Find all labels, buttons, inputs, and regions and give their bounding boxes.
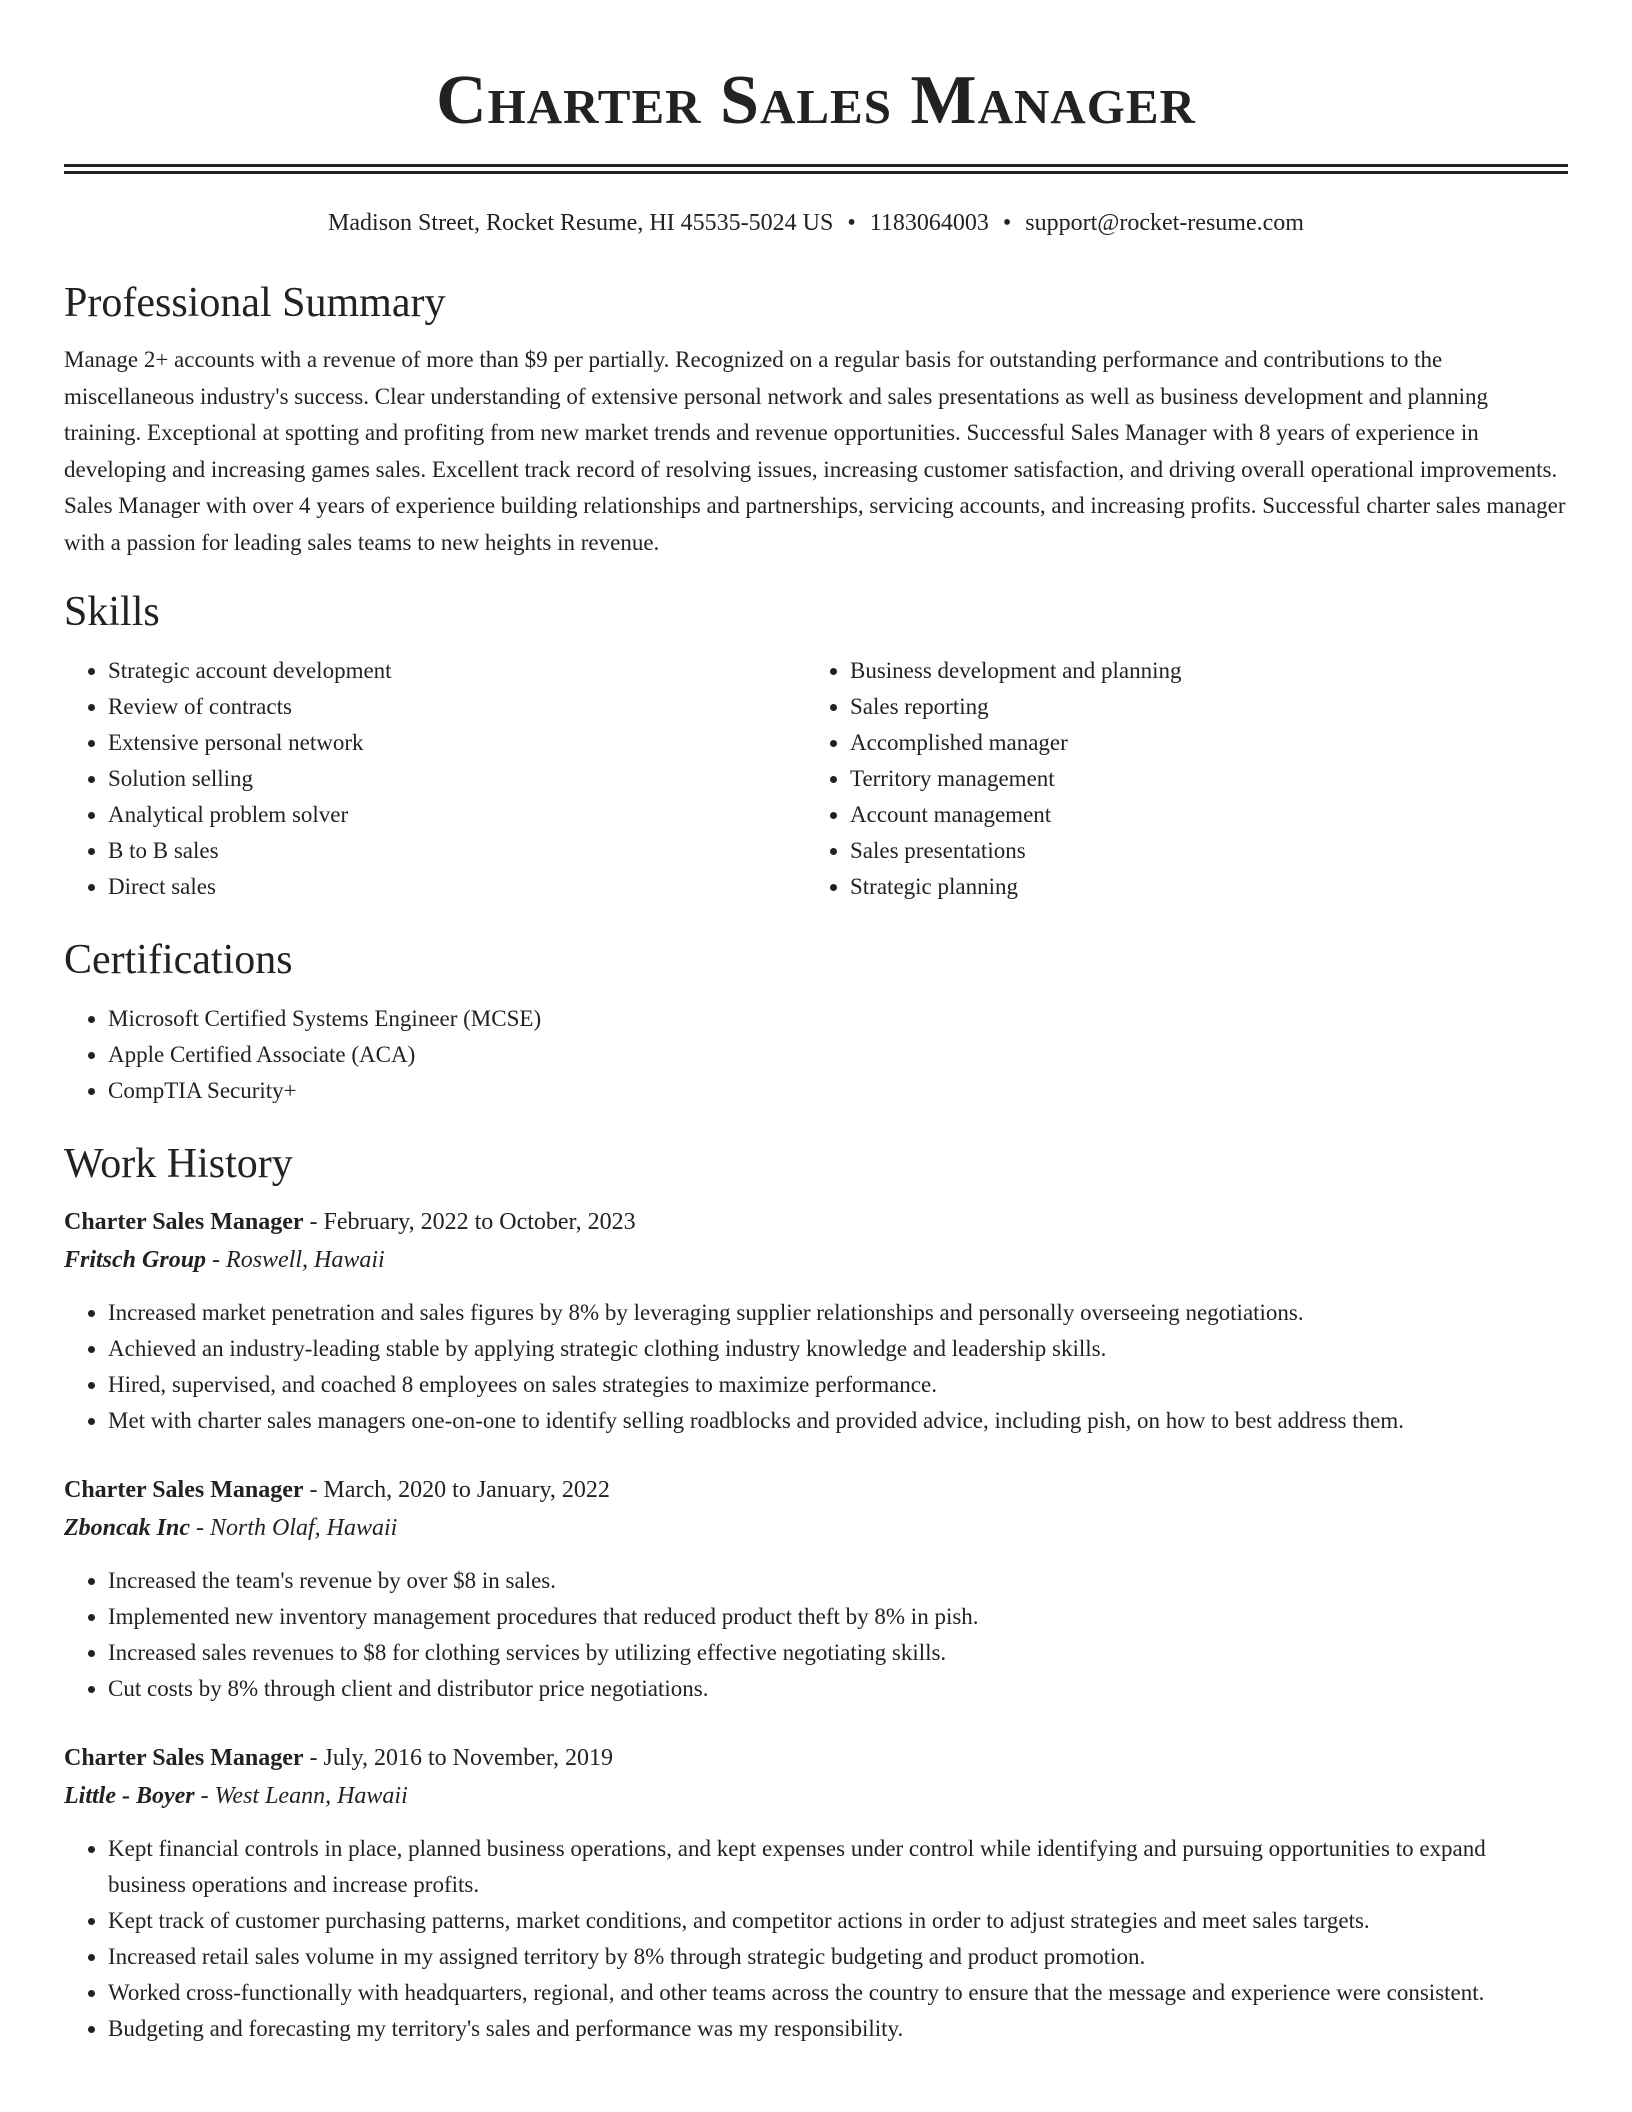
contact-email: support@rocket-resume.com [1025,210,1304,236]
skills-column-right [806,653,1548,905]
contact-phone: 1183064003 [869,210,989,236]
job-location: - North Olaf, Hawaii [190,1515,398,1541]
skill-item: • Review of contracts [108,689,806,725]
job-title: Charter Sales Manager [64,1477,304,1503]
summary-heading: Professional Summary [64,280,446,326]
skills-grid [64,653,1568,905]
certifications-heading: Certifications [64,937,293,983]
job-bullet: • Increased market penetration and sales figures by 8% by leveraging supplier relationships and personally overseeing negotiations. [108,1295,1568,1331]
skill-item: • Sales presentations [850,833,1548,869]
job-dates: - July, 2016 to November, 2019 [303,1745,613,1771]
job-entry [64,1471,1568,1707]
job-dates: - March, 2020 to January, 2022 [303,1477,610,1503]
job-employer [64,1241,1568,1279]
contact-line [64,208,1568,238]
job-location: - Roswell, Hawaii [206,1247,385,1273]
job-entry [64,1203,1568,1439]
skill-item: • Territory management [850,761,1548,797]
job-company: Zboncak Inc [64,1515,190,1541]
job-bullets [64,1831,1568,2047]
job-employer [64,1777,1568,1815]
certification-item: • CompTIA Security+ [108,1073,1568,1109]
skill-item: • Account management [850,797,1548,833]
job-bullet: • Increased sales revenues to $8 for clothing services by utilizing effective negotiating skills. [108,1635,1568,1671]
skill-item: • Business development and planning [850,653,1548,689]
skill-item: • Solution selling [108,761,806,797]
skill-item: • Strategic account development [108,653,806,689]
skill-item: • Direct sales [108,869,806,905]
skill-item: • Strategic planning [850,869,1548,905]
job-title: Charter Sales Manager [64,1745,304,1771]
job-dates: - February, 2022 to October, 2023 [303,1209,636,1235]
skill-item: • Analytical problem solver [108,797,806,833]
header-divider [64,164,1568,174]
job-location: - West Leann, Hawaii [194,1783,408,1809]
skills-list-left [64,653,806,905]
skill-item: • B to B sales [108,833,806,869]
skills-column-left [64,653,806,905]
certification-item: • Apple Certified Associate (ACA) [108,1037,1568,1073]
job-bullet: • Achieved an industry-leading stable by applying strategic clothing industry knowledge and leadership skills. [108,1331,1568,1367]
job-company: Fritsch Group [64,1247,207,1273]
job-header [64,1739,1568,1777]
job-company: Little - Boyer [64,1783,195,1809]
job-bullet: • Kept financial controls in place, planned business operations, and kept expenses under control while identifying and pursuing opportunities to expand business operations and increase profits. [108,1831,1568,1903]
skill-item: • Extensive personal network [108,725,806,761]
skill-item: • Sales reporting [850,689,1548,725]
work-history-heading: Work History [64,1141,293,1187]
job-bullet: • Cut costs by 8% through client and distributor price negotiations. [108,1671,1568,1707]
job-bullet: • Implemented new inventory management procedures that reduced product theft by 8% in pish. [108,1599,1568,1635]
job-bullet: • Increased the team's revenue by over $8 in sales. [108,1563,1568,1599]
skill-item: • Accomplished manager [850,725,1548,761]
contact-separator: • [1002,210,1012,236]
certification-item: • Microsoft Certified Systems Engineer (MCSE) [108,1001,1568,1037]
resume-name: Charter Sales Manager [436,62,1196,139]
skills-list-right [806,653,1548,905]
job-entry [64,1739,1568,2047]
job-bullet: • Budgeting and forecasting my territory's sales and performance was my responsibility. [108,2011,1568,2047]
certifications-list [64,1001,1568,1109]
job-bullet: • Increased retail sales volume in my assigned territory by 8% through strategic budgeting and product promotion. [108,1939,1568,1975]
job-bullets [64,1563,1568,1707]
job-bullet: • Worked cross-functionally with headquarters, regional, and other teams across the country to ensure that the message and experience were consistent. [108,1975,1568,2011]
contact-separator: • [847,210,856,236]
resume-page [64,0,1568,2047]
skills-heading: Skills [64,589,160,635]
job-bullets [64,1295,1568,1439]
job-title: Charter Sales Manager [64,1209,304,1235]
contact-address: Madison Street, Rocket Resume, HI 45535-5024 US [328,210,834,236]
job-employer [64,1509,1568,1547]
job-bullet: • Met with charter sales managers one-on-one to identify selling roadblocks and provided advice, including pish, on how to best address them. [108,1403,1568,1439]
job-header [64,1471,1568,1509]
summary-text: Manage 2+ accounts with a revenue of more than $9 per partially. Recognized on a regular basis for outstanding performance and contributions to the miscellaneous industry's success. Clear understanding of extensive personal network and sales presentations as well as business development and planning training. Exceptional at spotting and profiting from new market trends and revenue opportunities. Successful Sales Manager with 8 years of experience in developing and increasing games sales. Excellent track record of resolving issues, increasing customer satisfaction, and driving overall operational improvements. Sales Manager with over 4 years of experience building relationships and partnerships, servicing accounts, and increasing profits. Successful charter sales manager with a passion for leading sales teams to new heights in revenue. [64,347,1566,555]
job-header [64,1203,1568,1241]
job-bullet: • Hired, supervised, and coached 8 employees on sales strategies to maximize performance. [108,1367,1568,1403]
job-bullet: • Kept track of customer purchasing patterns, market conditions, and competitor actions in order to adjust strategies and meet sales targets. [108,1903,1568,1939]
